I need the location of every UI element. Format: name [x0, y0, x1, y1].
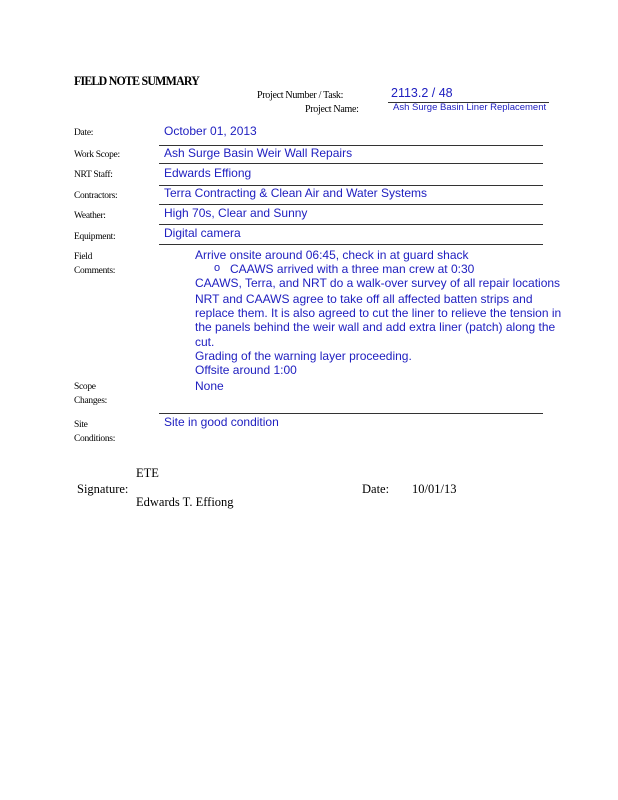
- signature-initials: ETE: [136, 466, 159, 480]
- site-conditions-rule: [159, 413, 543, 414]
- equipment-rule: [159, 224, 543, 225]
- scope-changes-value: None: [195, 379, 224, 393]
- weather-label: Weather:: [74, 211, 106, 221]
- contractors-label: Contractors:: [74, 191, 118, 201]
- comment-item: NRT and CAAWS agree to take off all affected batten strips and replace them. It is also agreed to cut the liner to relieve the tension in the panels behind the weir wall and add extra liner (patch) along the cut.: [195, 292, 562, 349]
- contractors-value: Terra Contracting & Clean Air and Water Systems: [164, 186, 427, 200]
- nrt-staff-rule: [159, 163, 543, 164]
- equipment-value: Digital camera: [164, 226, 241, 240]
- work-scope-value: Ash Surge Basin Weir Wall Repairs: [164, 146, 353, 160]
- project-number-label: Project Number / Task:: [257, 90, 344, 101]
- project-name-label: Project Name:: [305, 104, 359, 115]
- work-scope-label: Work Scope:: [74, 150, 120, 160]
- signature-label: Signature:: [77, 482, 129, 496]
- site-conditions-value: Site in good condition: [164, 415, 279, 429]
- date-label: Date:: [74, 128, 94, 138]
- field-comments-rule: [159, 244, 543, 245]
- signature-date-label: Date:: [362, 482, 390, 496]
- equipment-label: Equipment:: [74, 232, 116, 242]
- comment-item: CAAWS, Terra, and NRT do a walk-over survey of all repair locations: [195, 276, 561, 290]
- field-comments-label-line2: Comments:: [74, 266, 116, 276]
- comment-item: Arrive onsite around 06:45, check in at guard shack: [195, 248, 469, 262]
- sub-bullet-icon: o: [214, 262, 221, 274]
- document-title: FIELD NOTE SUMMARY: [74, 74, 200, 88]
- signature-date-value: 10/01/13: [412, 482, 457, 496]
- scope-changes-label-line2: Changes:: [74, 396, 107, 406]
- date-value: October 01, 2013: [164, 124, 257, 138]
- comment-item: Grading of the warning layer proceeding.: [195, 349, 412, 363]
- comment-item: Offsite around 1:00: [195, 363, 297, 377]
- signer-name: Edwards T. Effiong: [136, 495, 234, 509]
- weather-value: High 70s, Clear and Sunny: [164, 206, 308, 220]
- comment-sub-item: CAAWS arrived with a three man crew at 0:30: [230, 262, 475, 276]
- nrt-staff-value: Edwards Effiong: [164, 166, 252, 180]
- project-name-value: Ash Surge Basin Liner Replacement: [393, 102, 547, 113]
- site-conditions-label-line1: Site: [74, 420, 88, 430]
- field-comments-label-line1: Field: [74, 252, 93, 262]
- project-number-value: 2113.2 / 48: [391, 86, 453, 100]
- site-conditions-label-line2: Conditions:: [74, 434, 116, 444]
- nrt-staff-label: NRT Staff:: [74, 170, 113, 180]
- weather-rule: [159, 204, 543, 205]
- scope-changes-label-line1: Scope: [74, 382, 96, 392]
